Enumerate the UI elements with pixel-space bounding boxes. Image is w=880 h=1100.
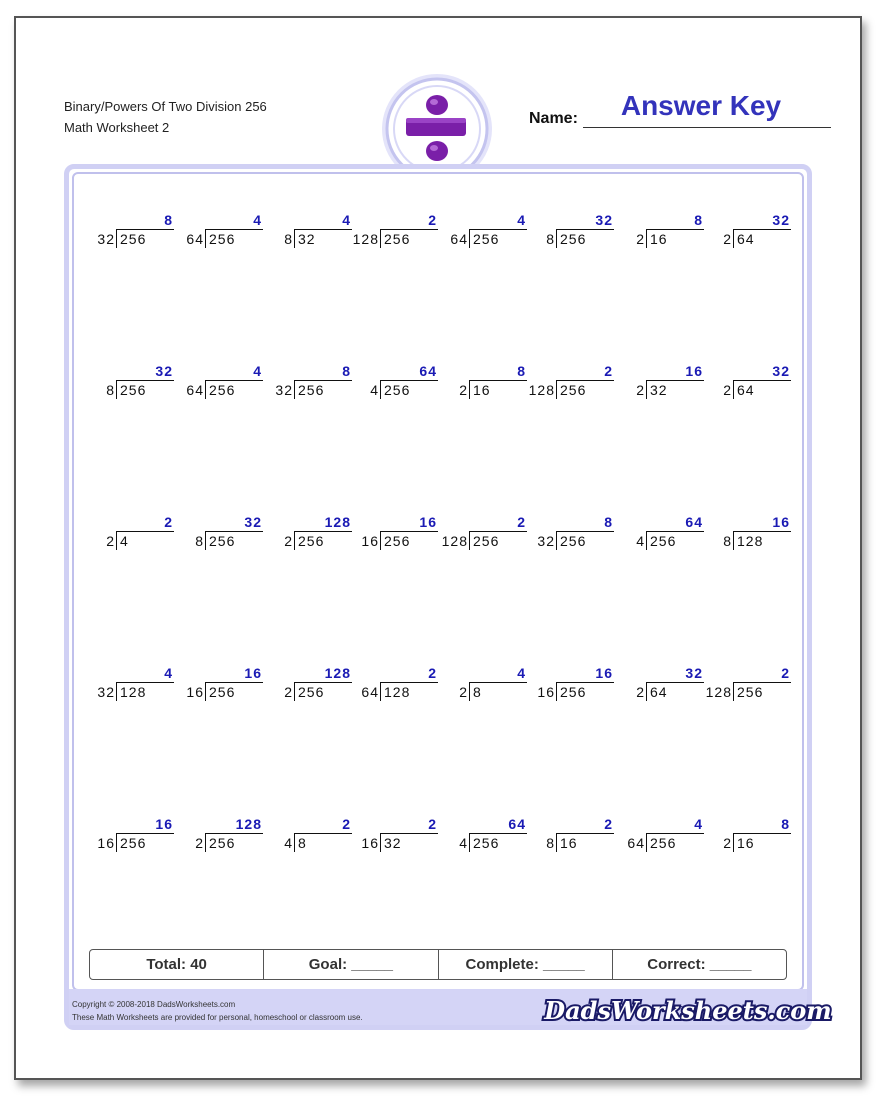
total-cell: Total: 40 — [90, 950, 264, 979]
divisor: 64 — [361, 684, 379, 700]
quotient-answer: 64 — [685, 514, 703, 530]
title-line-2: Math Worksheet 2 — [64, 120, 170, 135]
goal-cell: Goal: _____ — [264, 950, 438, 979]
quotient-answer: 4 — [517, 212, 526, 228]
divisor: 2 — [723, 835, 732, 851]
divisor: 2 — [636, 684, 645, 700]
quotient-answer: 8 — [604, 514, 613, 530]
divisor: 64 — [186, 382, 204, 398]
problems-frame — [64, 164, 812, 1030]
quotient-answer: 4 — [253, 212, 262, 228]
dividend: 256 — [473, 533, 500, 549]
name-underline — [583, 127, 831, 128]
dividend: 128 — [120, 684, 147, 700]
divisor: 2 — [636, 382, 645, 398]
dividend: 8 — [298, 835, 307, 851]
quotient-answer: 2 — [781, 665, 790, 681]
divisor: 16 — [361, 835, 379, 851]
division-problem — [694, 363, 804, 399]
worksheet-title — [64, 96, 267, 138]
dividend: 128 — [737, 533, 764, 549]
problems-inner-border — [72, 172, 804, 991]
divisor: 4 — [284, 835, 293, 851]
divisor: 8 — [284, 231, 293, 247]
dividend: 256 — [384, 231, 411, 247]
quotient-answer: 2 — [164, 514, 173, 530]
quotient-answer: 32 — [244, 514, 262, 530]
dividend: 32 — [650, 382, 668, 398]
quotient-answer: 2 — [428, 665, 437, 681]
divisor: 8 — [723, 533, 732, 549]
divisor: 32 — [537, 533, 555, 549]
dividend: 256 — [209, 231, 236, 247]
divisor: 4 — [459, 835, 468, 851]
quotient-answer: 2 — [604, 816, 613, 832]
divisor: 4 — [370, 382, 379, 398]
dividend: 256 — [650, 533, 677, 549]
divisor: 8 — [546, 835, 555, 851]
quotient-answer: 8 — [164, 212, 173, 228]
divisor: 64 — [186, 231, 204, 247]
quotient-answer: 8 — [694, 212, 703, 228]
divisor: 2 — [284, 533, 293, 549]
divisor: 128 — [528, 382, 555, 398]
quotient-answer: 32 — [155, 363, 173, 379]
division-problem — [694, 514, 804, 550]
quotient-answer: 128 — [324, 514, 351, 530]
dividend: 256 — [120, 835, 147, 851]
divisor: 2 — [723, 231, 732, 247]
brand-logo-text: DadsWorksheets.com — [544, 996, 832, 1025]
division-problem — [694, 816, 804, 852]
dividend: 64 — [737, 231, 755, 247]
quotient-answer: 16 — [244, 665, 262, 681]
dividend: 32 — [384, 835, 402, 851]
dividend: 16 — [650, 231, 668, 247]
divisor: 64 — [450, 231, 468, 247]
copyright-text — [72, 998, 363, 1024]
quotient-answer: 4 — [694, 816, 703, 832]
divisor: 8 — [546, 231, 555, 247]
quotient-answer: 64 — [508, 816, 526, 832]
summary-bar — [89, 949, 787, 980]
divisor: 32 — [97, 231, 115, 247]
dividend: 32 — [298, 231, 316, 247]
quotient-answer: 16 — [685, 363, 703, 379]
divisor: 2 — [284, 684, 293, 700]
divisor: 128 — [705, 684, 732, 700]
divisor: 2 — [106, 533, 115, 549]
divisor: 2 — [195, 835, 204, 851]
quotient-answer: 2 — [604, 363, 613, 379]
quotient-answer: 16 — [595, 665, 613, 681]
dividend: 256 — [209, 382, 236, 398]
divisor: 64 — [627, 835, 645, 851]
divisor: 2 — [459, 382, 468, 398]
division-problem — [694, 212, 804, 248]
quotient-answer: 64 — [419, 363, 437, 379]
dividend: 256 — [209, 533, 236, 549]
dividend: 256 — [560, 533, 587, 549]
dividend: 256 — [473, 231, 500, 247]
quotient-answer: 4 — [517, 665, 526, 681]
dividend: 16 — [560, 835, 578, 851]
quotient-answer: 2 — [428, 816, 437, 832]
dividend: 256 — [298, 382, 325, 398]
quotient-answer: 16 — [772, 514, 790, 530]
complete-cell: Complete: _____ — [439, 950, 613, 979]
quotient-answer: 2 — [517, 514, 526, 530]
divisor: 8 — [195, 533, 204, 549]
answer-key-text: Answer Key — [620, 90, 782, 121]
divisor: 16 — [186, 684, 204, 700]
quotient-answer: 2 — [428, 212, 437, 228]
quotient-answer: 16 — [419, 514, 437, 530]
quotient-answer: 2 — [342, 816, 351, 832]
quotient-answer: 4 — [253, 363, 262, 379]
quotient-answer: 128 — [324, 665, 351, 681]
quotient-answer: 32 — [595, 212, 613, 228]
divisor: 2 — [459, 684, 468, 700]
divisor: 128 — [352, 231, 379, 247]
divisor: 2 — [723, 382, 732, 398]
quotient-answer: 16 — [155, 816, 173, 832]
dividend: 256 — [737, 684, 764, 700]
dividend: 256 — [384, 382, 411, 398]
dividend: 256 — [560, 231, 587, 247]
dividend: 256 — [209, 835, 236, 851]
correct-cell: Correct: _____ — [647, 956, 752, 973]
division-problem — [694, 665, 804, 701]
divisor: 32 — [275, 382, 293, 398]
quotient-answer: 8 — [781, 816, 790, 832]
dividend: 256 — [298, 533, 325, 549]
dividend: 4 — [120, 533, 129, 549]
quotient-answer: 32 — [772, 363, 790, 379]
dividend: 256 — [560, 382, 587, 398]
divisor: 2 — [636, 231, 645, 247]
quotient-answer: 8 — [517, 363, 526, 379]
divisor: 32 — [97, 684, 115, 700]
dividend: 64 — [650, 684, 668, 700]
dividend: 256 — [384, 533, 411, 549]
dividend: 256 — [120, 382, 147, 398]
dividend: 16 — [473, 382, 491, 398]
divisor: 16 — [537, 684, 555, 700]
title-line-1: Binary/Powers Of Two Division 256 — [64, 99, 267, 114]
name-label: Name: — [529, 110, 578, 127]
quotient-answer: 8 — [342, 363, 351, 379]
dividend: 256 — [473, 835, 500, 851]
brand-logo — [544, 992, 832, 1028]
divisor: 4 — [636, 533, 645, 549]
quotient-answer: 32 — [772, 212, 790, 228]
dividend: 8 — [473, 684, 482, 700]
quotient-answer: 128 — [235, 816, 262, 832]
quotient-answer: 4 — [342, 212, 351, 228]
dividend: 256 — [120, 231, 147, 247]
quotient-answer: 32 — [685, 665, 703, 681]
dividend: 64 — [737, 382, 755, 398]
copyright-line-1: Copyright © 2008-2018 DadsWorksheets.com — [72, 1000, 236, 1009]
divisor: 16 — [97, 835, 115, 851]
dividend: 256 — [209, 684, 236, 700]
dividend: 16 — [737, 835, 755, 851]
dividend: 256 — [560, 684, 587, 700]
dividend: 256 — [650, 835, 677, 851]
copyright-line-2: These Math Worksheets are provided for personal, homeschool or classroom use. — [72, 1013, 363, 1022]
divisor: 16 — [361, 533, 379, 549]
dividend: 256 — [298, 684, 325, 700]
quotient-answer: 4 — [164, 665, 173, 681]
dividend: 128 — [384, 684, 411, 700]
divisor: 8 — [106, 382, 115, 398]
divisor: 128 — [441, 533, 468, 549]
